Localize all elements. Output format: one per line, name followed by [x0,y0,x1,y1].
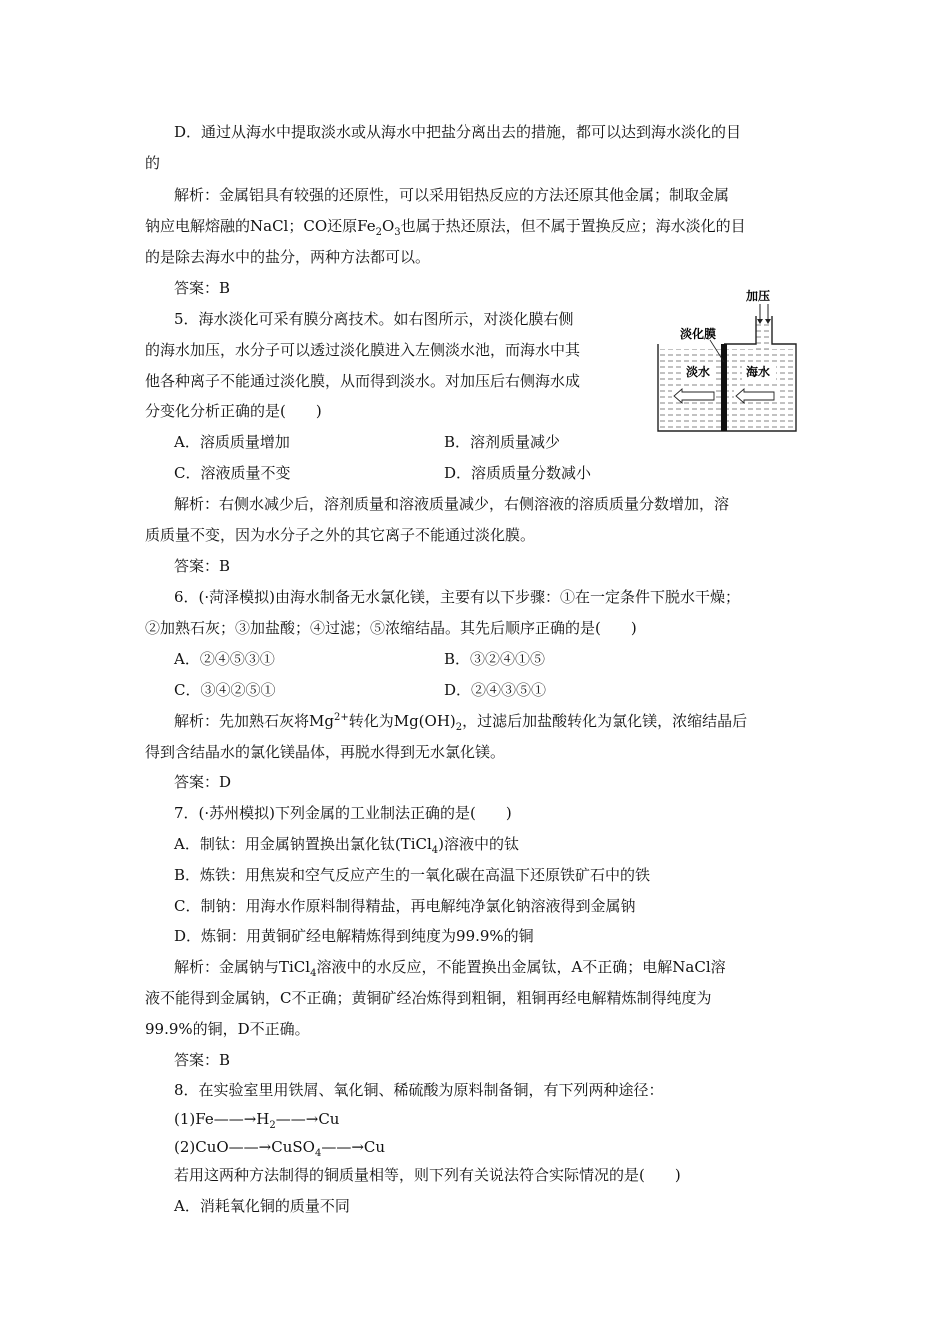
q4-option-d-line1: D．通过从海水中提取淡水或从海水中把盐分离出去的措施，都可以达到海水淡化的目 [174,123,742,141]
q6-stem-line1: 6．(·菏泽模拟)由海水制备无水氯化镁，主要有以下步骤：①在一定条件下脱水干燥； [174,588,741,606]
q6-option-d: D．②④③⑤① [444,681,547,699]
q7-option-b: B．炼铁：用焦炭和空气反应产生的一氧化碳在高温下还原铁矿石中的铁 [174,866,651,884]
q5-option-b: B．溶剂质量减少 [444,433,561,451]
q8-route2: (2)CuO——→CuSO$_4$——→Cu [174,1138,386,1159]
q6-option-c: C．③④②⑤① [174,681,276,699]
sea-column-fill [756,320,772,350]
q4-analysis-line3: 的是除去海水中的盐分，两种方法都可以。 [145,248,431,266]
q7-analysis-line2: 液不能得到金属钠，C不正确；黄铜矿经冶炼得到粗铜，粗铜再经电解精炼制得纯度为 [145,989,712,1007]
label-fresh-water: 淡水 [686,365,711,379]
q6-stem-line2: ②加熟石灰；③加盐酸；④过滤；⑤浓缩结晶。其先后顺序正确的是( ) [145,619,637,637]
q7-analysis-line1: 解析：金属钠与TiCl$_4$溶液中的水反应，不能置换出金属钛，A不正确；电解NaCl溶 [174,958,726,979]
q7-analysis-line3: 99.9%的铜，D不正确。 [145,1020,310,1038]
q4-analysis-line1: 解析：金属铝具有较强的还原性，可以采用铝热反应的方法还原其他金属；制取金属 [174,186,730,204]
membrane-diagram [652,286,802,436]
q7-answer: 答案：B [174,1051,231,1069]
q5-option-d: D．溶质质量分数减小 [444,464,592,482]
label-pressure: 加压 [746,289,771,303]
q7-option-c: C．制钠：用海水作原料制得精盐，再电解纯净氯化钠溶液得到金属钠 [174,897,636,915]
q4-option-d-line2: 的 [145,154,161,172]
tank-inner-wall [724,316,756,344]
q6-analysis-line2: 得到含结晶水的氯化镁晶体，再脱水得到无水氯化镁。 [145,743,506,761]
q8-condition: 若用这两种方法制得的铜质量相等，则下列有关说法符合实际情况的是( ) [174,1166,681,1184]
label-membrane: 淡化膜 [680,327,717,341]
q6-answer: 答案：D [174,773,232,791]
q6-option-a: A．②④⑤③① [174,650,275,668]
q5-option-c: C．溶液质量不变 [174,464,291,482]
q5-analysis-line1: 解析：右侧水减少后，溶剂质量和溶液质量减少，右侧溶液的溶质质量分数增加，溶 [174,495,730,513]
q8-option-a: A．消耗氧化铜的质量不同 [174,1197,350,1215]
q8-stem: 8．在实验室里用铁屑、氧化铜、稀硫酸为原料制备铜，有下列两种途径： [174,1081,664,1099]
q4-answer: 答案：B [174,279,231,297]
q5-analysis-line2: 质质量不变，因为水分子之外的其它离子不能通过淡化膜。 [145,526,536,544]
q5-stem-line3: 他各种离子不能通过淡化膜，从而得到淡水。对加压后右侧海水成 [145,372,581,390]
q6-option-b: B．③②④①⑤ [444,650,546,668]
q5-option-a: A．溶质质量增加 [174,433,290,451]
q7-option-d: D．炼铜：用黄铜矿经电解精炼得到纯度为99.9%的铜 [174,927,534,945]
q8-route1: $(1)Fe——\to H_2——\to Cu$ [174,1110,340,1131]
q4-analysis-line2: 钠应电解熔融的NaCl；CO还原$Fe_2O_3$也属于热还原法，但不属于置换反应；海水淡化的目 [145,217,746,238]
label-sea-water: 海水 [746,365,771,379]
q5-stem-line2: 的海水加压，水分子可以透过淡化膜进入左侧淡水池，而海水中其 [145,341,581,359]
q5-answer: 答案：B [174,557,231,575]
q6-analysis-line1: 解析：先加熟石灰将$Mg^{2+}$转化为$Mg(OH)_2$，过滤后加盐酸转化为氯化镁，浓缩结晶后 [174,712,748,733]
q7-stem: 7．(·苏州模拟)下列金属的工业制法正确的是( ) [174,804,512,822]
q5-stem-line4: 分变化分析正确的是( ) [145,402,322,420]
q5-stem-line1: 5．海水淡化可采有膜分离技术。如右图所示，对淡化膜右侧 [174,310,574,328]
q7-option-a: A．制钛：用金属钠置换出氯化钛(TiCl$_4$)溶液中的钛 [174,835,519,856]
membrane-bar [721,344,727,431]
